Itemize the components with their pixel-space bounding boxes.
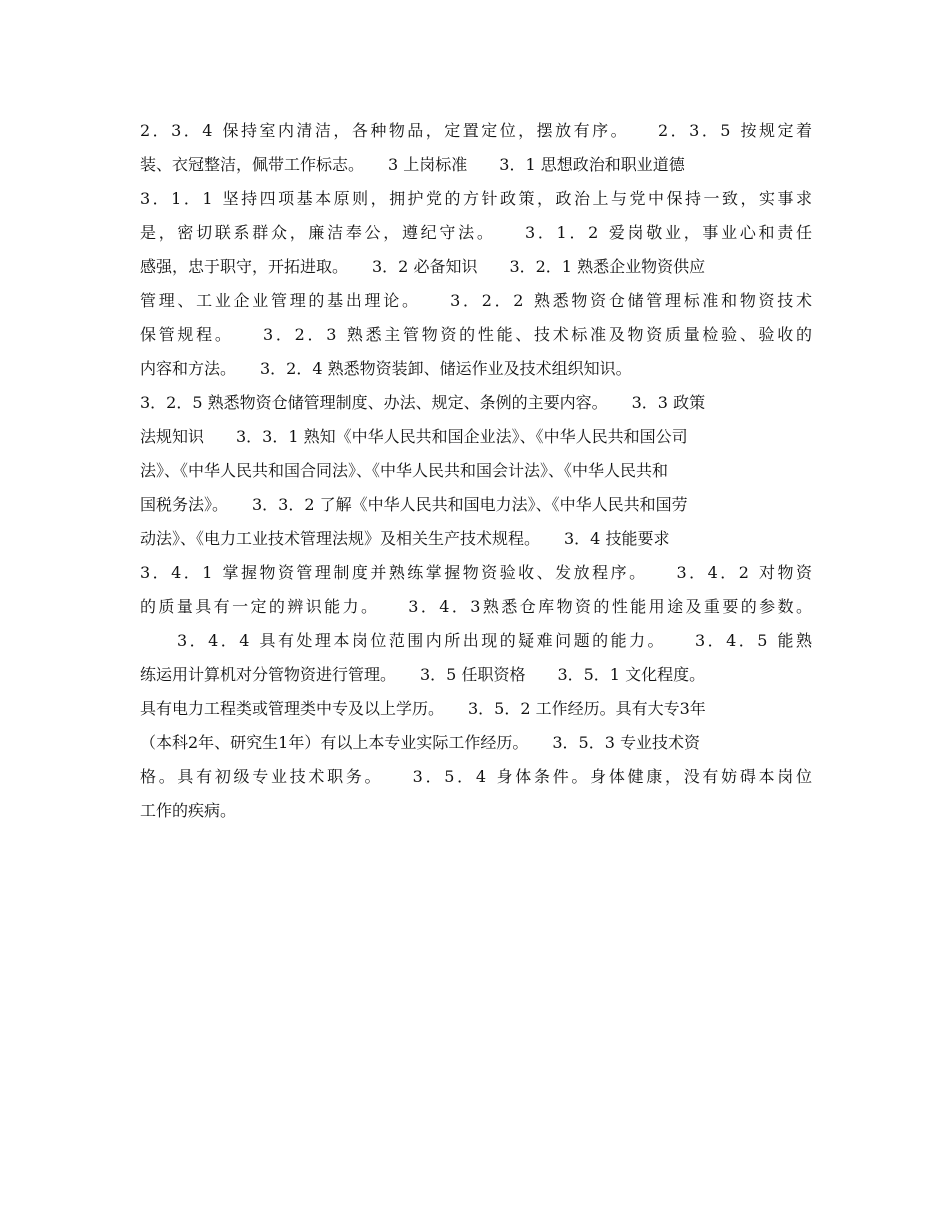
document-body — [140, 114, 815, 828]
text-line: 的质量具有一定的辨识能力。 3．4．3熟悉仓库物资的性能用途及重要的参数。 — [140, 597, 815, 616]
text-line: 内容和方法。 3．2．4 熟悉物资装卸、储运作业及技术组织知识。 — [140, 359, 632, 378]
text-line: 感强，忠于职守，开拓进取。 3．2 必备知识 3．2．1 熟悉企业物资供应 — [140, 257, 706, 276]
text-line: （本科2年、研究生1年）有以上本专业实际工作经历。 3．5．3 专业技术资 — [140, 733, 700, 752]
text-line: 工作的疾病。 — [140, 801, 237, 820]
text-line: 法》、《中华人民共和国合同法》、《中华人民共和国会计法》、《中华人民共和 — [140, 461, 669, 480]
text-line: 练运用计算机对分管物资进行管理。 3．5 任职资格 3．5．1 文化程度。 — [140, 665, 706, 684]
text-line: 管理、工业企业管理的基出理论。 3．2．2 熟悉物资仓储管理标准和物资技术 — [140, 291, 815, 310]
text-line: 3．4．4 具有处理本岗位范围内所出现的疑难问题的能力。 3．4．5 能熟 — [140, 631, 815, 650]
text-line: 2．3．4 保持室内清洁，各种物品，定置定位，摆放有序。 2．3．5 按规定着 — [140, 121, 815, 140]
text-line: 动法》、《电力工业技术管理法规》及相关生产技术规程。 3．4 技能要求 — [140, 529, 670, 548]
text-line: 3．2．5 熟悉物资仓储管理制度、办法、规定、条例的主要内容。 3．3 政策 — [140, 393, 706, 412]
text-line: 3．4．1 掌握物资管理制度并熟练掌握物资验收、发放程序。 3．4．2 对物资 — [140, 563, 815, 582]
text-line: 格。具有初级专业技术职务。 3．5．4 身体条件。身体健康，没有妨碍本岗位 — [140, 767, 815, 786]
text-line: 法规知识 3．3．1 熟知《中华人民共和国企业法》、《中华人民共和国公司 — [140, 427, 688, 446]
text-line: 3．1．1 坚持四项基本原则，拥护党的方针政策，政治上与党中保持一致，实事求 — [140, 189, 815, 208]
text-line: 是，密切联系群众，廉洁奉公，遵纪守法。 3．1．2 爱岗敬业，事业心和责任 — [140, 223, 815, 242]
text-line: 具有电力工程类或管理类中专及以上学历。 3．5．2 工作经历。具有大专3年 — [140, 699, 706, 718]
text-line: 保管规程。 3．2．3 熟悉主管物资的性能、技术标准及物资质量检验、验收的 — [140, 325, 815, 344]
text-line: 国税务法》。 3．3．2 了解《中华人民共和国电力法》、《中华人民共和国劳 — [140, 495, 688, 514]
text-line: 装、衣冠整洁，佩带工作标志。 3 上岗标准 3．1 思想政治和职业道德 — [140, 155, 685, 174]
